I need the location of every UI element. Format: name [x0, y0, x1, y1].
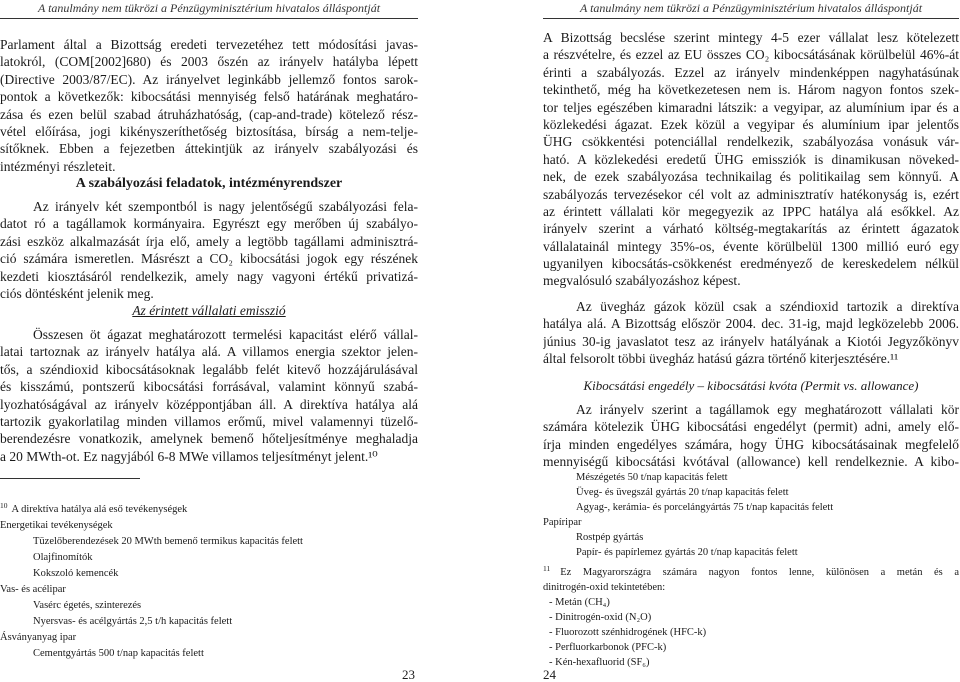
- text-line: tős, a széndioxid kibocsátásoknak legalább felét kitevő hozzájárulásával: [0, 361, 418, 377]
- text-line: zási eszköz alkalmazását írja elő, amely a legtöbb tagállami adminisztrá-: [0, 233, 418, 249]
- footnote-11-line: [543, 561, 959, 580]
- footnote-11-line: dinitrogén-oxid tekintetében:: [543, 581, 666, 593]
- footnote-11-text: Ez Magyarországra számára nagyon fontos lenne, különösen a metán és a: [560, 566, 959, 578]
- text-line: az érintett vállalati kör megegyezik az IPPC hatálya alá esőkkel. Az: [543, 203, 959, 219]
- footnote-item: Kokszoló kemencék: [33, 568, 119, 579]
- text-line: vétel előírása, jogi kikényszeríthetőség biztosítása, bírság a nem-telje-: [0, 123, 418, 139]
- text-line: ugyanilyen kibocsátás-csökkenést eredményező de kereskedelem nélkül: [543, 256, 959, 272]
- text-line: A Bizottság becslése szerint mintegy 4-5 ezer vállalat lesz kötelezett: [543, 30, 959, 45]
- text-line: hatálya alá. A Bizottság először 2004. dec. 31-ig, majd legközelebb 2006.: [543, 316, 959, 332]
- running-header: A tanulmány nem tükrözi a Pénzügyminisztérium hivatalos álláspontját: [543, 0, 959, 19]
- text-line: ható. A közlekedési eredetű ÜHG emissziók is dinamikusan növeked-: [543, 151, 959, 167]
- paragraph: [0, 198, 418, 302]
- page-number: 23: [402, 667, 415, 682]
- text-line: berendezésre vonatkozik, amelynek bemenő hőteljesítménye meghaladja: [0, 431, 418, 447]
- text-line: tartozik gyakorlatilag minden villamos erőmű, mivel valamennyi tüzelő-: [0, 413, 418, 429]
- text-line: június 30-ig javaslatot tesz az irányelv hatályának a Kiotói Jegyzőkönyv: [543, 333, 959, 349]
- text-line: zása és ezen belül szabad átruházhatóság, (cap-and-trade) kötelező rész-: [0, 106, 418, 122]
- gas-list-item: - Kén-hexafluorid (SF₆): [549, 657, 650, 669]
- subsection-heading: [0, 302, 418, 320]
- page-number: 24: [543, 667, 556, 682]
- footnote-10: [0, 498, 418, 662]
- gas-list-item: - Fluorozott szénhidrogének (HFC-k): [549, 626, 707, 638]
- text-line: datot ró a tagállamok kormányaira. Egyrészt egy merőben új szabályo-: [0, 216, 418, 232]
- page-right: [543, 0, 959, 682]
- footnote-category: Energetikai tevékenységek: [0, 520, 113, 531]
- footnote-category: Ásványanyag ipar: [0, 632, 77, 643]
- text-line: által felsorolt többi üvegház hatású gázra történő kiterjesztésére.¹¹: [543, 351, 899, 367]
- text-line: nek, de ezek szabályozása technikailag és politikailag sem könnyű. A: [543, 169, 959, 185]
- text-line: kezdeti kiosztásáról rendelkezik, amely nagy vagyoni értékű privatizá-: [0, 268, 418, 284]
- text-line: a részvételre, és ezzel az EU összes CO₂ kibocsátásának körülbelül 46%-át: [543, 47, 959, 63]
- footnote-item: Papír- és papírlemez gyártás 20 t/nap kapacitás felett: [576, 547, 798, 559]
- gas-list-item: - Dinitrogén-oxid (N₂O): [549, 611, 652, 623]
- text-line: Összesen öt ágazat meghatározott termelési kapacitást elérő vállal-: [33, 327, 418, 342]
- footnote-item: Nyersvas- és acélgyártás 2,5 t/h kapacitás felett: [33, 616, 233, 627]
- footnote-separator: [0, 478, 140, 479]
- text-line: ÜHG csökkentési potenciállal rendelkezik, szabályozása vonásuk vár-: [543, 134, 959, 150]
- footnote-item: Cementgyártás 500 t/nap kapacitás felett: [33, 648, 204, 659]
- subsection-heading: Kibocsátási engedély – kibocsátási kvóta (Permit vs. allowance): [583, 378, 919, 393]
- paragraph: [0, 36, 418, 175]
- footnote-item: Agyag-, kerámia- és porcelángyártás 75 t/nap kapacitás felett: [576, 502, 834, 514]
- text-line: intézményi részleteit.: [0, 158, 116, 174]
- text-line: tor teljes egészében kimaradni látszik: a vegyipar, az alumínium ipar és a: [543, 99, 959, 115]
- text-line: latai tartoznak az irányelv hatálya alá. A villamos energia szektor jelen-: [0, 344, 418, 360]
- footnote-item: Üveg- és üvegszál gyártás 20 t/nap kapacitás felett: [576, 487, 789, 499]
- footnote-marker: 10: [0, 501, 8, 510]
- text-line: szabályozás tervezésekor cél volt az adminisztratív hatékonyság is, ezért: [543, 186, 959, 202]
- text-line: írja minden engedélyes számára, hogy ÜHG kibocsátásainak megfelelő: [543, 436, 959, 452]
- text-line: közlekedési ágazat. Ezek közül a vegyipar és alumínium ipar jelentős: [543, 116, 959, 132]
- paragraph: [543, 298, 959, 368]
- text-line: Az irányelv szerint a tagállamok egy meghatározott vállalati kör: [576, 402, 959, 417]
- text-line: latokról, (COM[2002]680) és 2003 őszén az irányelv hatályba lépett: [0, 54, 418, 70]
- paragraph: [543, 401, 959, 471]
- text-line: irányelv szerint a várható költség-megtakarítás az érintett ágazatok: [543, 221, 959, 237]
- page-left: [0, 0, 418, 682]
- footnote-item: Mészégetés 50 t/nap kapacitás felett: [576, 472, 728, 483]
- text-line: számára kötelezik ÜHG kibocsátási engedélyt (permit) adni, amely elő-: [543, 419, 959, 435]
- footnote-item: Olajfinomítók: [33, 552, 93, 563]
- paragraph: [0, 326, 418, 465]
- text-line: a 20 MWth-ot. Ez nagyjából 6-8 MWe villamos teljesítményt jelent.¹⁰: [0, 448, 378, 464]
- text-line: ció számára ismeretlen. Másrészt a CO₂ kibocsátási jogok egy részének: [0, 251, 418, 267]
- section-heading: A szabályozási feladatok, intézményrendszer: [75, 176, 343, 191]
- text-line: (Directive 2003/87/EC). Az irányelvet leginkább jellemző fontos sarok-: [0, 71, 418, 87]
- text-line: megvalósuló szabályozáshoz képest.: [543, 273, 741, 289]
- footnote-category: Papíripar: [543, 517, 582, 529]
- footnote-title-text: A direktíva hatálya alá eső tevékenységek: [11, 504, 188, 515]
- footnote-title: [0, 498, 418, 518]
- text-line: Az üvegház gázok közül csak a széndioxid tartozik a direktíva: [576, 299, 959, 314]
- paragraph: [543, 29, 959, 290]
- footnote-item: Vasérc égetés, szinterezés: [33, 600, 142, 611]
- running-header: A tanulmány nem tükrözi a Pénzügyminisztérium hivatalos álláspontját: [0, 0, 418, 19]
- footnote-continuation: [543, 470, 959, 670]
- text-line: ciós döntésként jelenik meg.: [0, 285, 154, 301]
- text-line: pontok a következők: kibocsátási mennyiség felső határának meghatáro-: [0, 89, 418, 105]
- footnote-category: Vas- és acélipar: [0, 584, 66, 595]
- subsection-heading-text: Az érintett vállalati emisszió: [132, 303, 286, 318]
- text-line: mennyiségű kibocsátási kvótával (allowance) kell rendelkeznie. A kibo-: [543, 454, 959, 470]
- text-line: vállalatainál mintegy 35%-os, évente körülbelül 1300 millió euró egy: [543, 238, 959, 254]
- text-line: lyozhatóságával az irányelv középpontjában áll. A direktíva hatálya alá: [0, 396, 418, 412]
- footnote-marker: 11: [543, 563, 551, 573]
- footnote-item: Rostpép gyártás: [576, 532, 644, 544]
- text-line: tekinthető, még ha következetesen nem is. Három nagyon fontos szek-: [543, 82, 959, 98]
- footnote-item: Tüzelőberendezések 20 MWth bemenő termikus kapacitás felett: [33, 536, 303, 547]
- text-line: érinti a szabályozás. Ezzel az irányelv mindenképpen nagyhatásúnak: [543, 64, 959, 80]
- text-line: sítőknek. Ebben a fejezetben áttekintjük az irányelv szabályozási és: [0, 141, 418, 157]
- text-line: Parlament által a Bizottság eredeti tervezetéhez tett módosítási javas-: [0, 37, 418, 52]
- text-line: és kisszámú, pontszerű kibocsátási forrásával, valamint könnyű szabá-: [0, 379, 418, 395]
- text-line: Az irányelv két szempontból is nagy jelentőségű szabályozási fela-: [33, 199, 418, 214]
- gas-list-item: - Perfluorkarbonok (PFC-k): [549, 642, 667, 654]
- gas-list-item: - Metán (CH₄): [549, 596, 610, 608]
